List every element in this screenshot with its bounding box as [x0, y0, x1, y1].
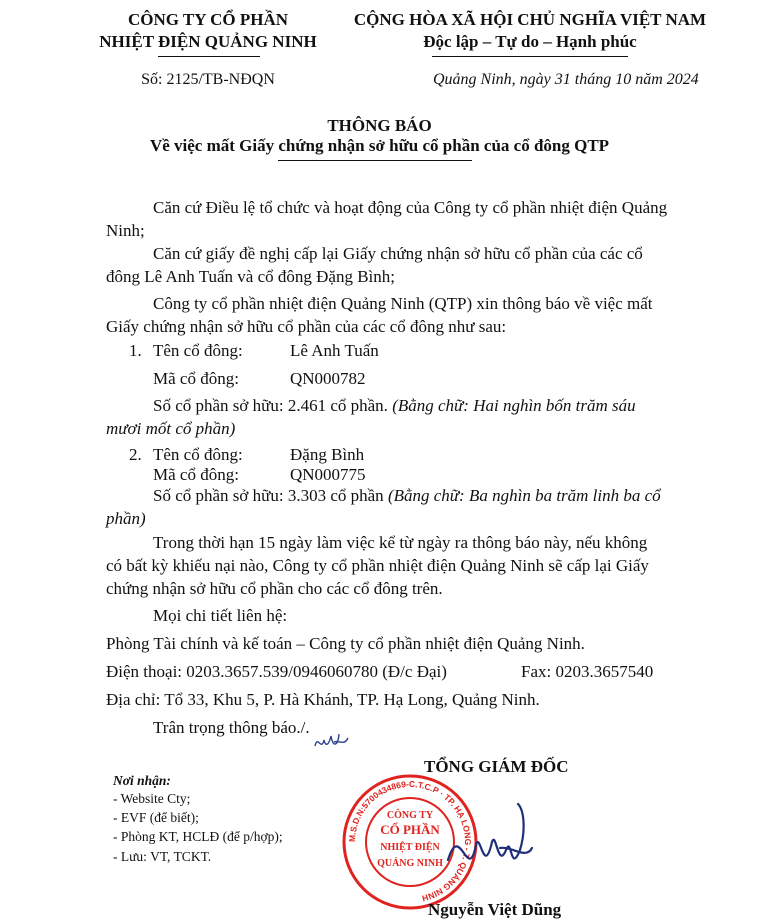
deadline-line3: chứng nhận sở hữu cổ phần cho các cổ đông trên.: [106, 579, 443, 598]
notice-subtitle: Về việc mất Giấy chứng nhận sở hữu cổ phần của cổ đông QTP: [149, 136, 610, 155]
shareholder-2-shares-words-cont: phần): [106, 509, 146, 528]
deadline-line2: có bất kỳ khiếu nại nào, Công ty cổ phần nhiệt điện Quảng Ninh sẽ cấp lại Giấy: [106, 556, 649, 575]
shareholder-1-shares-words: (Bằng chữ: Hai nghìn bốn trăm sáu: [392, 396, 636, 415]
basis-1-line2: Ninh;: [106, 221, 145, 240]
shareholder-2-code: QN000775: [290, 465, 366, 484]
handwritten-signature: [440, 790, 540, 890]
nation-name: CỘNG HÒA XÃ HỘI CHỦ NGHĨA VIỆT NAM: [353, 10, 707, 29]
contact-intro: Mọi chi tiết liên hệ:: [153, 606, 288, 625]
signer-name: Nguyễn Việt Dũng: [428, 900, 562, 919]
shareholder-2-code-label: Mã cổ đông:: [153, 465, 239, 484]
announcement-line2: Giấy chứng nhận sở hữu cổ phần của các cổ đông như sau:: [106, 317, 507, 336]
shareholder-2-shares: [153, 484, 661, 507]
recipient-item: - Website Cty;: [113, 791, 191, 806]
shareholder-2-number: 2.: [129, 445, 142, 464]
contact-department: Phòng Tài chính và kế toán – Công ty cổ phần nhiệt điện Quảng Ninh.: [106, 634, 585, 653]
shareholder-2-shares-words: (Bằng chữ: Ba nghìn ba trăm linh ba cổ: [387, 486, 661, 505]
motto-underline: [432, 56, 628, 57]
seal-ring-text: M.S.D.N:5700434869-C.T.C.P · TP. HẠ LONG - T. QUẢNG NINH: [346, 778, 474, 904]
closing-remark: Trân trọng thông báo./.: [153, 718, 310, 737]
basis-1-line1: Căn cứ Điều lệ tổ chức và hoạt động của Công ty cổ phần nhiệt điện Quảng: [153, 198, 668, 217]
seal-line-3: NHIỆT ĐIỆN: [380, 842, 440, 853]
basis-2-line2: đông Lê Anh Tuấn và cổ đông Đặng Bình;: [106, 267, 395, 286]
seal-line-1: CÔNG TY: [386, 810, 434, 821]
shareholder-1-name: Lê Anh Tuấn: [290, 341, 379, 360]
shareholder-1-code: QN000782: [290, 369, 366, 388]
company-name-line2: NHIỆT ĐIỆN QUẢNG NINH: [99, 32, 317, 51]
recipients-title: Nơi nhận:: [113, 773, 171, 788]
announcement-line1: Công ty cổ phần nhiệt điện Quảng Ninh (QTP) xin thông báo về việc mất: [153, 294, 653, 313]
shareholder-1-shares-count: Số cổ phần sở hữu: 2.461 cổ phần.: [153, 396, 388, 415]
shareholder-2-shares-count: Số cổ phần sở hữu: 3.303 cổ phần: [153, 486, 384, 505]
signer-title: TỔNG GIÁM ĐỐC: [424, 757, 569, 776]
document-number: Số: 2125/TB-NĐQN: [141, 71, 275, 88]
shareholder-1-code-label: Mã cổ đông:: [153, 369, 239, 388]
recipient-item: - Lưu: VT, TCKT.: [113, 849, 212, 864]
contact-fax: Fax: 0203.3657540: [521, 662, 654, 681]
contact-address: Địa chỉ: Tổ 33, Khu 5, P. Hà Khánh, TP. Hạ Long, Quảng Ninh.: [106, 690, 540, 709]
shareholder-1-name-label: Tên cổ đông:: [153, 341, 243, 360]
recipient-item: - EVF (để biết);: [113, 810, 199, 825]
shareholder-2-name-label: Tên cổ đông:: [153, 445, 243, 464]
company-name-line1: CÔNG TY CỔ PHẦN: [127, 10, 289, 29]
document-date: Quảng Ninh, ngày 31 tháng 10 năm 2024: [433, 71, 699, 88]
seal-line-2: CỔ PHẦN: [380, 822, 440, 837]
deadline-line1: Trong thời hạn 15 ngày làm việc kể từ ngày ra thông báo này, nếu không: [153, 533, 648, 552]
shareholder-1-shares-words-cont: mươi mốt cổ phần): [106, 419, 236, 438]
initials-signature: [312, 728, 352, 754]
title-underline: [278, 160, 472, 161]
contact-phone: Điện thoại: 0203.3657.539/0946060780 (Đ/c Đại): [106, 662, 447, 681]
shareholder-2-name: Đặng Bình: [290, 445, 365, 464]
basis-2-line1: Căn cứ giấy đề nghị cấp lại Giấy chứng nhận sở hữu cổ phần của các cổ: [153, 244, 643, 263]
shareholder-1-shares: [153, 394, 636, 417]
shareholder-1-number: 1.: [129, 341, 142, 360]
notice-title: THÔNG BÁO: [327, 116, 432, 135]
seal-line-4: QUẢNG NINH: [377, 858, 443, 869]
company-underline: [158, 56, 260, 57]
recipient-item: - Phòng KT, HCLĐ (để p/hợp);: [113, 829, 283, 844]
nation-motto: Độc lập – Tự do – Hạnh phúc: [423, 32, 637, 51]
